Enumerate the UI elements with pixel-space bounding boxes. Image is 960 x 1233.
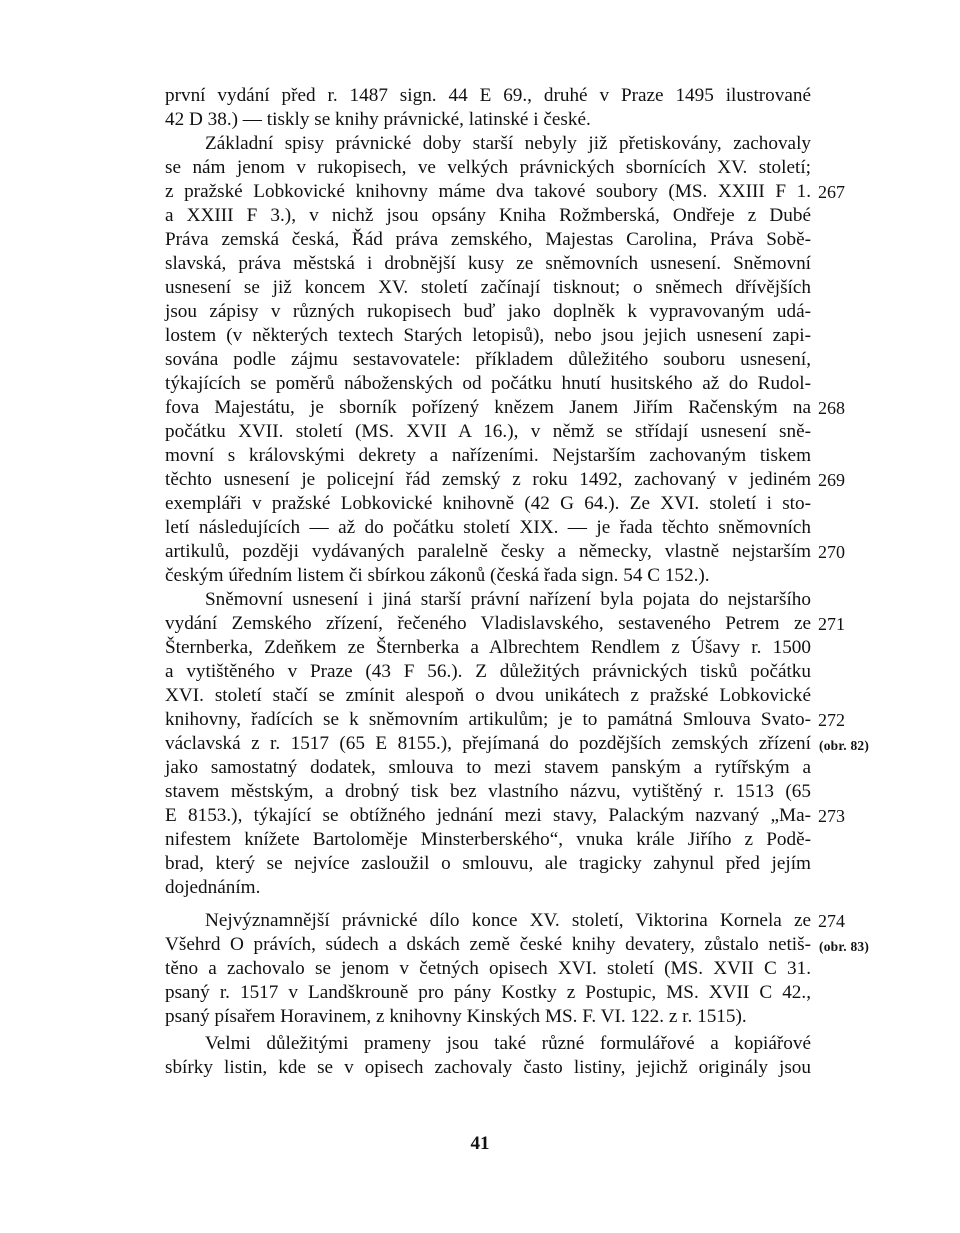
figure-reference: (obr. 82): [819, 738, 870, 753]
text-line: nifestem knížete Bartoloměje Minsterberského“, vnuka krále Jiřího z Podě-: [165, 829, 811, 850]
text-line: týkajících se poměrů náboženských od počátku hnutí husitského až do Rudol-: [165, 373, 811, 394]
text-line: a vytištěného v Praze (43 F 56.). Z důležitých právnických tisků počátku: [165, 661, 811, 682]
margin-note: 273: [818, 806, 845, 826]
margin-note: 267: [818, 182, 845, 202]
text-line: slavská, práva městská i drobnější kusy ze sněmovních usnesení. Sněmovní: [165, 253, 811, 274]
text-line: psaný písařem Horavinem, z knihovny Kinských MS. F. VI. 122. z r. 1515).: [165, 1006, 747, 1027]
text-line: E 8153.), týkající se obtížného jednání mezi stavy, Palackým nazvaný „Ma-: [165, 805, 811, 826]
text-line: první vydání před r. 1487 sign. 44 E 69., druhé v Praze 1495 ilustrované: [165, 85, 811, 106]
text-line: Základní spisy právnické doby starší nebyly již přetiskovány, zachovaly: [205, 133, 811, 154]
page-number: 41: [470, 1133, 490, 1154]
text-line: sbírky listin, kde se v opisech zachovaly často listiny, jejichž originály jsou: [165, 1057, 811, 1078]
text-line: jsou zápisy v různých rukopisech buď jako doplněk k vypravovaným udá-: [165, 301, 811, 322]
text-line: XVI. století stačí se zmínit alespoň o dvou unikátech z pražské Lobkovické: [165, 685, 811, 706]
text-line: počátku XVII. století (MS. XVII A 16.), v němž se střídají usnesení sně-: [165, 421, 811, 442]
text-line: lostem (v některých textech Starých letopisů), nebo jsou jejich usnesení zapi-: [165, 325, 811, 346]
text-line: českým úředním listem či sbírkou zákonů (česká řada sign. 54 C 152.).: [165, 565, 710, 586]
text-line: se nám jenom v rukopisech, ve velkých právnických sbornících XV. století;: [165, 157, 811, 178]
figure-reference: (obr. 83): [819, 939, 870, 954]
margin-note: 272: [818, 710, 845, 730]
text-line: Šternberka, Zdeňkem ze Šternberka a Albrechtem Rendlem z Úšavy r. 1500: [165, 637, 811, 658]
text-line: fova Majestátu, je sborník pořízený knězem Janem Jiřím Račenským na: [165, 397, 811, 418]
margin-note: 269: [818, 470, 845, 490]
text-line: Nejvýznamnější právnické dílo konce XV. století, Viktorina Kornela ze: [205, 910, 811, 931]
text-line: exempláři v pražské Lobkovické knihovně (42 G 64.). Ze XVI. století i sto-: [165, 493, 811, 514]
margin-note: 271: [818, 614, 845, 634]
text-line: psaný r. 1517 v Landškrouně pro pány Kostky z Postupic, MS. XVII C 42.,: [165, 982, 811, 1003]
text-line: usnesení se již koncem XV. století začínají tisknout; o sněmech dřívějších: [165, 277, 811, 298]
text-line: stavem městským, a drobný tisk bez vlastního názvu, vytištěný r. 1513 (65: [165, 781, 811, 802]
margin-note: 274: [818, 911, 845, 931]
text-line: sována podle zájmu sestavovatele: příkladem důležitého souboru usnesení,: [165, 349, 811, 370]
text-line: Sněmovní usnesení i jiná starší právní nařízení byla pojata do nejstaršího: [205, 589, 811, 610]
text-line: těchto usnesení je policejní řád zemský z roku 1492, zachovaný v jediném: [165, 469, 811, 490]
text-line: dojednáním.: [165, 877, 261, 898]
text-line: václavská z r. 1517 (65 E 8155.), přejímaná do pozdějších zemských zřízení: [165, 733, 811, 754]
text-line: a XXIII F 3.), v nichž jsou opsány Kniha Rožmberská, Ondřeje z Dubé: [165, 205, 811, 226]
text-line: vydání Zemského zřízení, řečeného Vladislavského, sestaveného Petrem ze: [165, 613, 811, 634]
text-line: letí následujících — až do počátku století XIX. — je řada těchto sněmovních: [165, 517, 811, 538]
text-line: movní s královskými dekrety a nařízeními. Nejstarším zachovaným tiskem: [165, 445, 811, 466]
text-line: Práva zemská česká, Řád práva zemského, Majestas Carolina, Práva Sobě-: [165, 229, 811, 250]
text-line: brad, který se nejvíce zasloužil o smlouvu, ale tragicky zahynul před jejím: [165, 853, 811, 874]
text-line: artikulů, později vydávaných paralelně česky a německy, vlastně nejstarším: [165, 541, 811, 562]
text-line: z pražské Lobkovické knihovny máme dva takové soubory (MS. XXIII F 1.: [165, 181, 811, 202]
text-line: 42 D 38.) — tiskly se knihy právnické, latinské i české.: [165, 109, 591, 130]
margin-note: 268: [818, 398, 845, 418]
text-line: Velmi důležitými prameny jsou také různé formulářové a kopiářové: [205, 1033, 811, 1054]
text-line: jako samostatný dodatek, smlouva to mezi stavem panským a rytířským a: [165, 757, 811, 778]
text-line: knihovny, řadících se k sněmovním artikulům; je to památná Smlouva Svato-: [165, 709, 811, 730]
text-line: těno a zachovalo se jenom v četných opisech XVI. století (MS. XVII C 31.: [165, 958, 811, 979]
text-line: Všehrd O právích, súdech a dskách země české knihy devatery, zůstalo netiš-: [165, 934, 811, 955]
margin-note: 270: [818, 542, 845, 562]
